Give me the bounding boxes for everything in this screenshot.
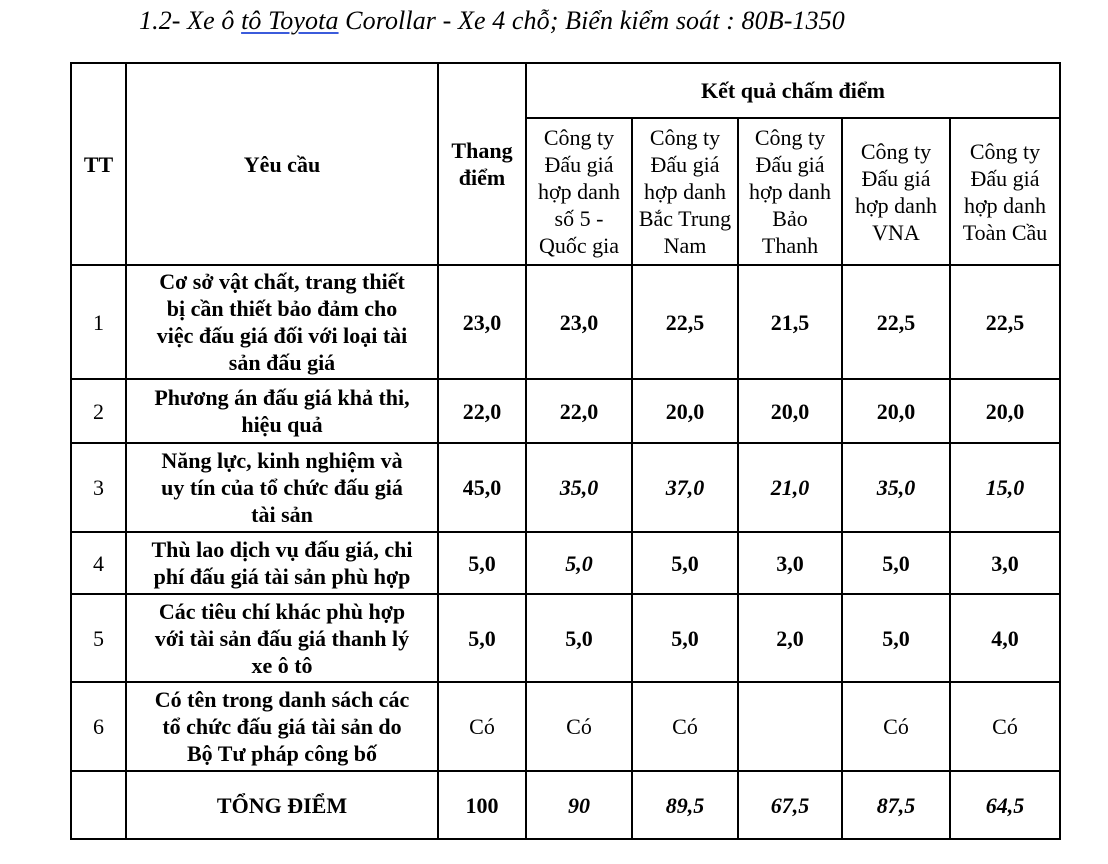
total-row <box>71 771 1060 839</box>
table-row <box>71 532 1060 594</box>
scale-score: 45,0 <box>438 443 526 532</box>
total-score: 67,5 <box>738 771 842 839</box>
total-score: 90 <box>526 771 632 839</box>
table-row <box>71 682 1060 771</box>
score-cell: 21,0 <box>738 443 842 532</box>
company-header: Công ty Đấu giá hợp danh Bảo Thanh <box>738 118 842 265</box>
header-scale <box>438 63 526 265</box>
score-cell: 22,0 <box>526 379 632 443</box>
scale-score: Có <box>438 682 526 771</box>
requirement-text: Các tiêu chí khác phù hợp với tài sản đấu giá thanh lý xe ô tô <box>126 594 438 682</box>
row-number: 1 <box>71 265 126 379</box>
row-number: 3 <box>71 443 126 532</box>
header-scale-line2: điểm <box>458 165 506 190</box>
table-row <box>71 594 1060 682</box>
score-cell: 21,5 <box>738 265 842 379</box>
header-tt: TT <box>71 63 126 265</box>
score-cell: 20,0 <box>950 379 1060 443</box>
scoring-table <box>70 62 1061 840</box>
section-heading <box>139 6 845 36</box>
scale-score: 23,0 <box>438 265 526 379</box>
table-row <box>71 265 1060 379</box>
score-cell: 2,0 <box>738 594 842 682</box>
total-score: 64,5 <box>950 771 1060 839</box>
score-cell: Có <box>632 682 738 771</box>
table-row <box>71 443 1060 532</box>
requirement-text: Năng lực, kinh nghiệm và uy tín của tổ chức đấu giá tài sản <box>126 443 438 532</box>
score-cell: Có <box>526 682 632 771</box>
score-cell: 3,0 <box>950 532 1060 594</box>
header-scale-line1: Thang <box>451 138 513 163</box>
score-cell: 35,0 <box>526 443 632 532</box>
row-number: 2 <box>71 379 126 443</box>
requirement-text: Có tên trong danh sách các tổ chức đấu giá tài sản do Bộ Tư pháp công bố <box>126 682 438 771</box>
score-cell: 22,5 <box>632 265 738 379</box>
score-cell: 22,5 <box>842 265 950 379</box>
total-label: TỔNG ĐIỂM <box>126 771 438 839</box>
requirement-text: Cơ sở vật chất, trang thiết bị cần thiết bảo đảm cho việc đấu giá đối với loại tài sản đấu giá <box>126 265 438 379</box>
score-cell: 5,0 <box>526 532 632 594</box>
total-score: 87,5 <box>842 771 950 839</box>
score-cell: 5,0 <box>842 532 950 594</box>
score-cell: 20,0 <box>632 379 738 443</box>
scale-score: 5,0 <box>438 532 526 594</box>
score-cell: 23,0 <box>526 265 632 379</box>
company-header: Công ty Đấu giá hợp danh Bắc Trung Nam <box>632 118 738 265</box>
score-cell: 5,0 <box>526 594 632 682</box>
score-cell: 20,0 <box>842 379 950 443</box>
score-cell: 22,5 <box>950 265 1060 379</box>
score-cell: 5,0 <box>632 532 738 594</box>
total-score: 89,5 <box>632 771 738 839</box>
heading-prefix: 1.2- Xe ô <box>139 6 242 35</box>
header-requirement: Yêu cầu <box>126 63 438 265</box>
heading-suffix: Corollar - Xe 4 chỗ; Biển kiểm soát : 80B-1350 <box>338 6 845 35</box>
score-cell <box>738 682 842 771</box>
company-header: Công ty Đấu giá hợp danh VNA <box>842 118 950 265</box>
score-cell: 15,0 <box>950 443 1060 532</box>
score-cell: Có <box>950 682 1060 771</box>
score-cell: 3,0 <box>738 532 842 594</box>
company-header: Công ty Đấu giá hợp danh số 5 - Quốc gia <box>526 118 632 265</box>
total-scale: 100 <box>438 771 526 839</box>
score-cell: Có <box>842 682 950 771</box>
company-header: Công ty Đấu giá hợp danh Toàn Cầu <box>950 118 1060 265</box>
heading-underlined-text: tô Toyota <box>241 6 339 35</box>
header-results: Kết quả chấm điểm <box>526 63 1060 118</box>
table-row <box>71 379 1060 443</box>
score-cell: 5,0 <box>842 594 950 682</box>
scale-score: 22,0 <box>438 379 526 443</box>
score-cell: 20,0 <box>738 379 842 443</box>
score-cell: 5,0 <box>632 594 738 682</box>
score-cell: 4,0 <box>950 594 1060 682</box>
score-cell: 37,0 <box>632 443 738 532</box>
row-number: 5 <box>71 594 126 682</box>
row-number: 6 <box>71 682 126 771</box>
requirement-text: Thù lao dịch vụ đấu giá, chi phí đấu giá tài sản phù hợp <box>126 532 438 594</box>
requirement-text: Phương án đấu giá khả thi, hiệu quả <box>126 379 438 443</box>
scale-score: 5,0 <box>438 594 526 682</box>
total-empty-cell <box>71 771 126 839</box>
score-cell: 35,0 <box>842 443 950 532</box>
row-number: 4 <box>71 532 126 594</box>
